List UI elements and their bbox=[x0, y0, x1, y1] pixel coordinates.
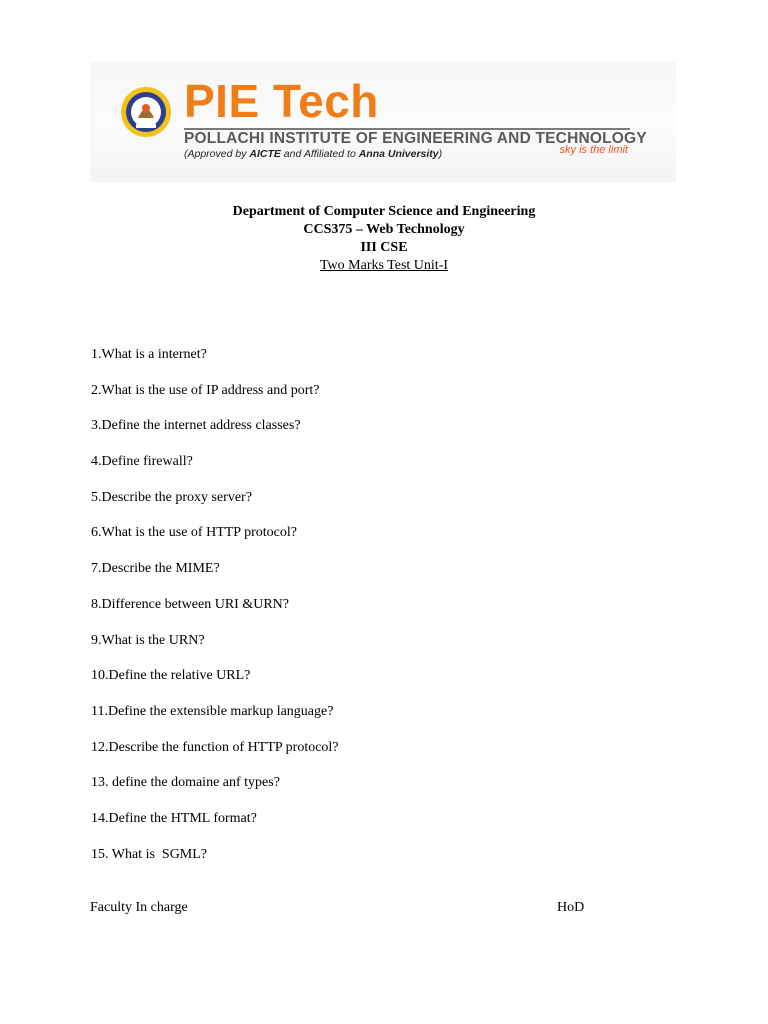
question-item: 5.Describe the proxy server? bbox=[91, 489, 252, 505]
question-item: 10.Define the relative URL? bbox=[91, 668, 251, 684]
question-item: 12.Describe the function of HTTP protocol? bbox=[91, 739, 339, 755]
test-title: Two Marks Test Unit-I bbox=[319, 258, 449, 273]
approval-line bbox=[184, 148, 442, 160]
department-heading: Department of Computer Science and Engineering bbox=[232, 204, 536, 219]
approval-mid: and Affiliated to bbox=[280, 148, 359, 160]
question-item: 2.What is the use of IP address and port? bbox=[91, 382, 320, 398]
question-item: 14.Define the HTML format? bbox=[91, 810, 257, 826]
college-seal-logo bbox=[120, 86, 172, 138]
question-item: 13. define the domaine anf types? bbox=[91, 775, 280, 791]
approval-suffix: ) bbox=[438, 148, 443, 160]
hod-signature-label: HoD bbox=[557, 900, 585, 915]
question-item: 4.Define firewall? bbox=[91, 454, 193, 470]
question-item: 15. What is SGML? bbox=[91, 846, 208, 862]
question-item: 7.Describe the MIME? bbox=[91, 561, 220, 577]
approval-university: Anna University bbox=[358, 148, 439, 160]
class-heading: III CSE bbox=[360, 240, 408, 255]
question-item: 3.Define the internet address classes? bbox=[91, 418, 301, 434]
question-item: 9.What is the URN? bbox=[91, 632, 205, 648]
institution-banner bbox=[90, 62, 676, 182]
institution-name: POLLACHI INSTITUTE OF ENGINEERING AND TECHNOLOGY bbox=[184, 130, 647, 147]
brand-tagline: sky is the limit bbox=[559, 144, 628, 156]
question-item: 11.Define the extensible markup language? bbox=[91, 703, 334, 719]
question-item: 8.Difference between URI &URN? bbox=[91, 596, 290, 612]
course-heading: CCS375 – Web Technology bbox=[303, 222, 465, 237]
question-item: 1.What is a internet? bbox=[91, 347, 207, 362]
approval-prefix: (Approved by bbox=[184, 148, 250, 160]
approval-aicte: AICTE bbox=[249, 148, 281, 160]
question-item: 6.What is the use of HTTP protocol? bbox=[91, 525, 297, 541]
question-list bbox=[91, 346, 691, 881]
faculty-signature-label: Faculty In charge bbox=[90, 900, 188, 915]
brand-title: PIE Tech bbox=[184, 75, 379, 127]
